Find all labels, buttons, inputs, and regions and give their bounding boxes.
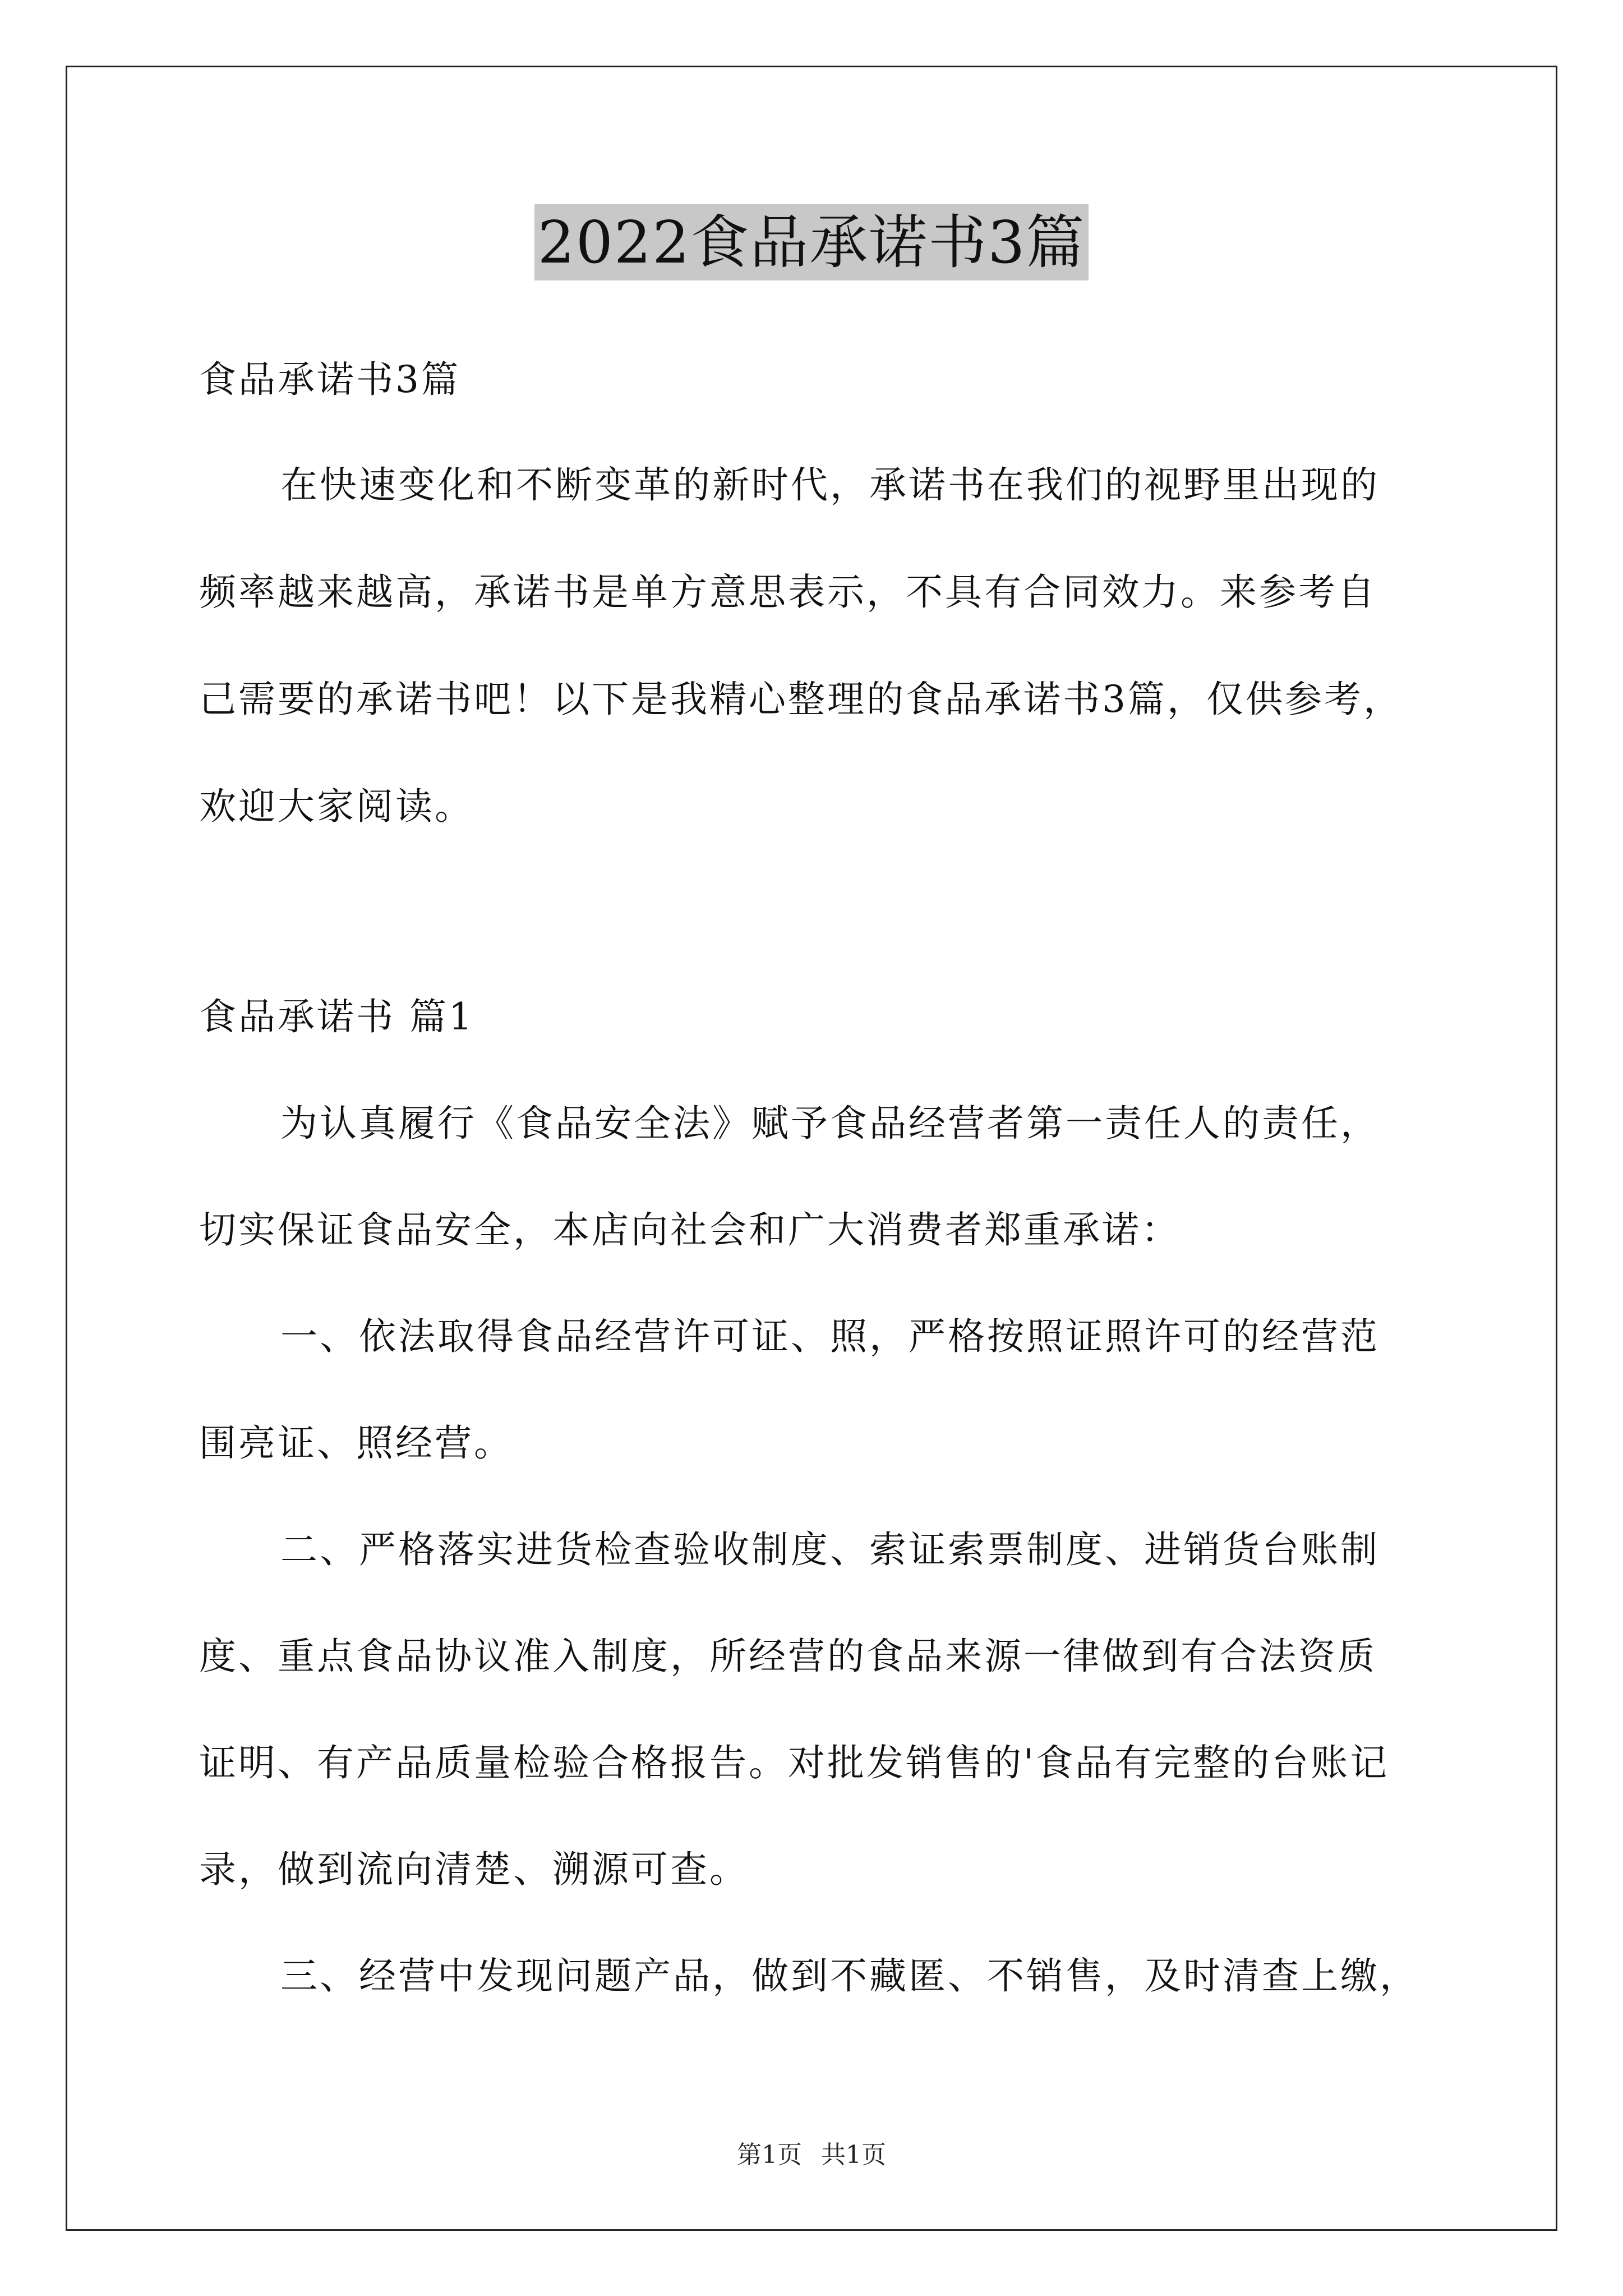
page-total: 共1页 <box>821 2141 886 2169</box>
body-line-8: 录，做到流向清楚、溯源可查。 <box>199 1848 749 1891</box>
intro-line-2: 频率越来越高，承诺书是单方意思表示，不具有合同效力。来参考自 <box>199 570 1377 614</box>
page-number: 第1页 <box>737 2141 802 2169</box>
section-heading: 食品承诺书 篇1 <box>199 995 474 1038</box>
page-footer <box>0 2138 1623 2172</box>
body-line-7: 证明、有产品质量检验合格报告。对批发销售的'食品有完整的台账记 <box>199 1741 1390 1784</box>
body-line-6: 度、重点食品协议准入制度，所经营的食品来源一律做到有合法资质 <box>199 1635 1377 1678</box>
intro-line-3: 己需要的承诺书吧！以下是我精心整理的食品承诺书3篇，仅供参考， <box>199 678 1403 721</box>
body-line-1: 为认真履行《食品安全法》赋予食品经营者第一责任人的责任， <box>280 1102 1380 1145</box>
body-line-4: 围亮证、照经营。 <box>199 1421 513 1465</box>
body-line-3: 一、依法取得食品经营许可证、照，严格按照证照许可的经营范 <box>280 1315 1380 1358</box>
intro-line-4: 欢迎大家阅读。 <box>199 785 474 828</box>
body-line-2: 切实保证食品安全，本店向社会和广大消费者郑重承诺： <box>199 1208 1181 1251</box>
body-line-5: 二、严格落实进货检查验收制度、索证索票制度、进销货台账制 <box>280 1528 1380 1571</box>
subtitle-line: 食品承诺书3篇 <box>199 358 460 401</box>
title-container <box>0 204 1623 280</box>
document-title: 2022食品承诺书3篇 <box>534 204 1089 280</box>
intro-line-1: 在快速变化和不断变革的新时代，承诺书在我们的视野里出现的 <box>280 463 1380 507</box>
body-line-9: 三、经营中发现问题产品，做到不藏匿、不销售，及时清查上缴， <box>280 1954 1419 1998</box>
